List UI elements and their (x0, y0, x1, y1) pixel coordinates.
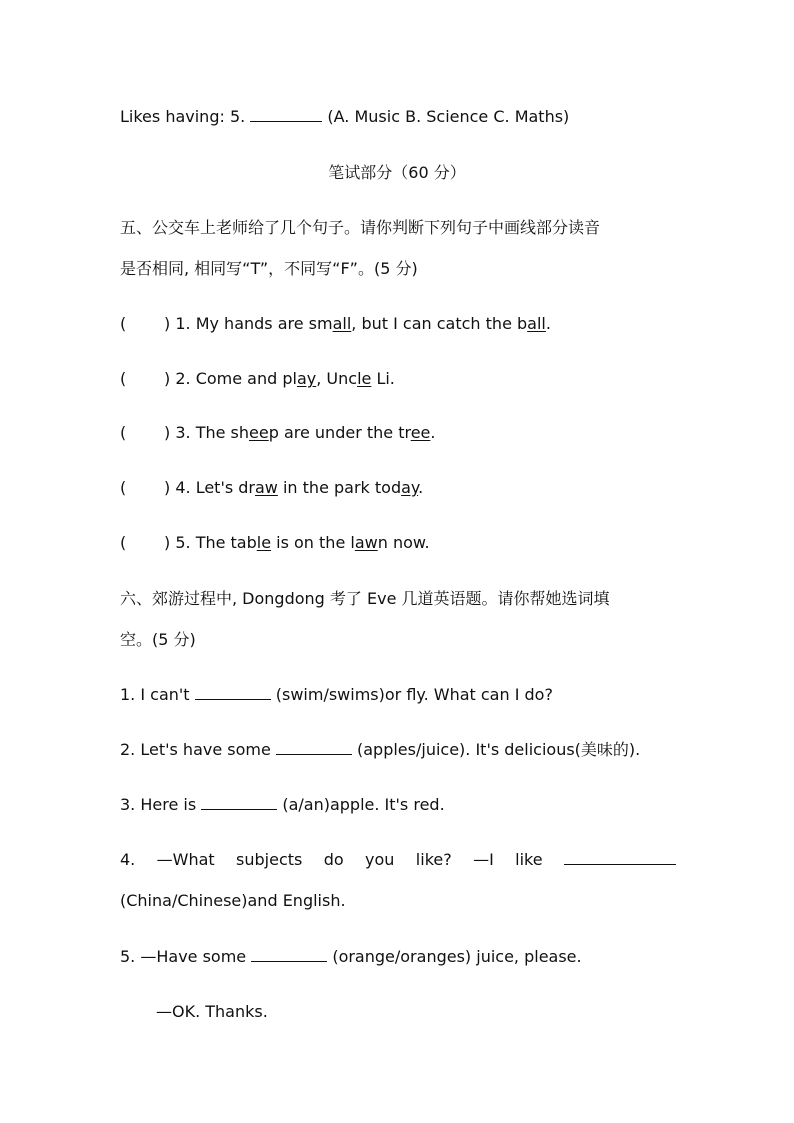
section-title: 笔试部分（60 分） (328, 163, 466, 182)
s5-item-3: ( ) 3. The sheep are under the tree. (120, 423, 436, 442)
answer-blank[interactable] (564, 850, 676, 865)
s6-q5-reply: —OK. Thanks. (156, 1002, 268, 1021)
s6-q3: 3. Here is (a/an)apple. It's red. (120, 795, 445, 814)
section5-heading-1: 五、公交车上老师给了几个句子。请你判断下列句子中画线部分读音 (120, 218, 601, 237)
answer-blank[interactable] (251, 947, 327, 962)
answer-paren[interactable]: ( (120, 369, 127, 388)
s5-item-2: ( ) 2. Come and play, Uncle Li. (120, 369, 395, 388)
s6-q4-line2: (China/Chinese)and English. (120, 891, 346, 910)
answer-paren[interactable]: ( (120, 478, 127, 497)
likes-having-line (120, 106, 676, 128)
section5-heading-2: 是否相同, 相同写“T”，不同写“F”。(5 分) (120, 259, 418, 278)
answer-blank-5[interactable] (250, 107, 322, 122)
answer-blank[interactable] (195, 685, 271, 700)
section6-heading-2: 空。(5 分) (120, 630, 196, 649)
s6-q4-line1: 4. —What subjects do you like? —I like (120, 849, 676, 871)
s6-q5: 5. —Have some (orange/oranges) juice, please. (120, 947, 582, 966)
answer-paren[interactable]: ( (120, 423, 127, 442)
answer-paren[interactable]: ( (120, 533, 127, 552)
s6-q2: 2. Let's have some (apples/juice). It's delicious(美味的). (120, 740, 641, 759)
s5-item-5: ( ) 5. The table is on the lawn now. (120, 533, 430, 552)
answer-paren[interactable]: ( (120, 314, 127, 333)
likes-prefix: Likes having: 5. (120, 107, 251, 126)
s5-item-4: ( ) 4. Let's draw in the park today. (120, 478, 424, 497)
answer-blank[interactable] (201, 795, 277, 810)
likes-options: (A. Music B. Science C. Maths) (322, 107, 570, 126)
answer-blank[interactable] (276, 740, 352, 755)
s5-item-1: ( ) 1. My hands are small, but I can catch the ball. (120, 314, 551, 333)
section6-heading-1: 六、郊游过程中, Dongdong 考了 Eve 几道英语题。请你帮她选词填 (120, 589, 610, 608)
s6-q1: 1. I can't (swim/swims)or fly. What can I do? (120, 685, 553, 704)
